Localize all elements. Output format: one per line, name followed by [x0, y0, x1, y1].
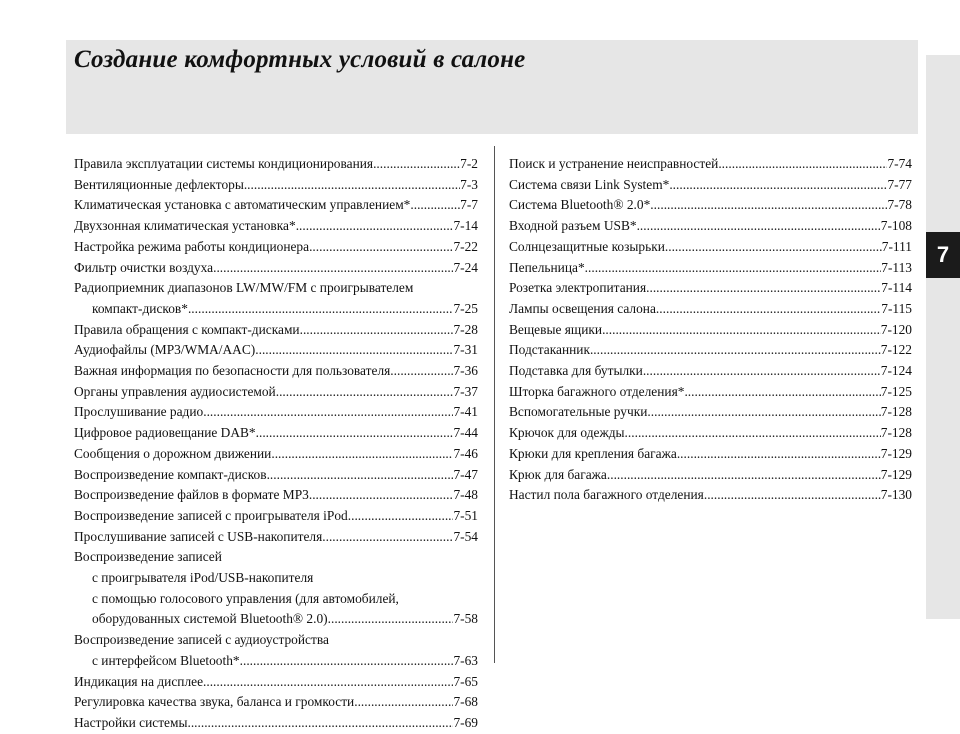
toc-leader-dots — [704, 485, 881, 506]
toc-entry[interactable] — [509, 382, 912, 403]
toc-entry[interactable] — [74, 692, 478, 713]
toc-page-number: 7-108 — [880, 218, 912, 234]
toc-entry-title: Вещевые ящики — [509, 321, 603, 337]
toc-entry-title: Сообщения о дорожном движении — [74, 445, 272, 461]
toc-entry-title: Индикация на дисплее — [74, 673, 204, 689]
toc-page-number: 7-77 — [887, 176, 912, 192]
toc-entry[interactable] — [509, 154, 912, 175]
toc-entry-title: Вспомогательные ручки — [509, 404, 648, 420]
toc-leader-dots — [607, 465, 881, 486]
toc-entry-line: с проигрывателя iPod/USB-накопителя — [92, 570, 314, 586]
toc-entry[interactable] — [509, 402, 912, 423]
toc-entry[interactable] — [74, 527, 478, 548]
toc-entry-line: с помощью голосового управления (для автомобилей, — [92, 590, 399, 606]
toc-page-number: 7-22 — [453, 238, 478, 254]
toc-entry[interactable] — [509, 423, 912, 444]
toc-entry-title: Климатическая установка с автоматическим управлением* — [74, 197, 411, 213]
toc-entry[interactable] — [509, 361, 912, 382]
toc-leader-dots — [240, 651, 454, 672]
toc-page-number: 7-41 — [453, 404, 478, 420]
toc-entry-title: Двухзонная климатическая установка* — [74, 218, 296, 234]
toc-entry-title: Солнцезащитные козырьки — [509, 238, 665, 254]
toc-entry[interactable] — [74, 713, 478, 734]
toc-page-number: 7-129 — [880, 445, 912, 461]
toc-entry[interactable] — [509, 299, 912, 320]
toc-entry[interactable] — [509, 258, 912, 279]
toc-entry-title: Настил пола багажного отделения — [509, 487, 704, 503]
toc-leader-dots — [213, 258, 453, 279]
toc-page-number: 7-47 — [453, 466, 478, 482]
toc-entry-title: Важная информация по безопасности для пользователя — [74, 363, 391, 379]
section-title: Создание комфортных условий в салоне — [74, 46, 526, 73]
toc-leader-dots — [669, 175, 887, 196]
toc-entry[interactable] — [509, 195, 912, 216]
toc-leader-dots — [410, 195, 460, 216]
toc-entry[interactable] — [509, 216, 912, 237]
toc-leader-dots — [684, 382, 880, 403]
toc-leader-dots — [373, 154, 460, 175]
toc-page-number: 7-46 — [453, 445, 478, 461]
toc-leader-dots — [188, 299, 454, 320]
toc-page-number: 7-51 — [453, 507, 478, 523]
toc-page-number: 7-54 — [453, 528, 478, 544]
toc-page-number: 7-48 — [453, 487, 478, 503]
toc-page-number: 7-44 — [453, 425, 478, 441]
toc-entry[interactable] — [509, 465, 912, 486]
toc-entry-title: с интерфейсом Bluetooth* — [92, 652, 240, 668]
toc-page-number: 7-24 — [453, 259, 478, 275]
toc-leader-dots — [322, 527, 453, 548]
toc-page-number: 7-122 — [880, 342, 912, 358]
toc-leader-dots — [354, 692, 453, 713]
toc-leader-dots — [677, 444, 881, 465]
toc-entry-title: Правила обращения с компакт-дисками — [74, 321, 300, 337]
toc-entry[interactable] — [74, 340, 478, 361]
toc-page-number: 7-7 — [460, 197, 478, 213]
toc-entry-title: Система Bluetooth® 2.0* — [509, 197, 651, 213]
toc-entry[interactable] — [74, 278, 478, 319]
toc-entry-line: Радиоприемник диапазонов LW/MW/FM с проигрывателем — [74, 280, 414, 296]
toc-entry[interactable] — [74, 630, 478, 671]
toc-leader-dots — [590, 340, 881, 361]
toc-page-number: 7-111 — [881, 238, 912, 254]
toc-entry-title: оборудованных системой Bluetooth® 2.0) — [92, 611, 328, 627]
toc-entry[interactable] — [74, 672, 478, 693]
toc-page-number: 7-36 — [453, 363, 478, 379]
toc-page-number: 7-28 — [453, 321, 478, 337]
toc-entry-title: Прослушивание записей с USB-накопителя — [74, 528, 323, 544]
toc-entry-title: компакт-дисков* — [92, 300, 188, 316]
toc-entry[interactable] — [509, 278, 912, 299]
toc-page-number: 7-3 — [460, 176, 478, 192]
toc-entry[interactable] — [509, 444, 912, 465]
toc-entry[interactable] — [74, 216, 478, 237]
toc-entry-title: Прослушивание радио — [74, 404, 204, 420]
toc-entry[interactable] — [74, 320, 478, 341]
toc-leader-dots — [203, 402, 453, 423]
toc-leader-dots — [296, 216, 454, 237]
toc-leader-dots — [267, 465, 454, 486]
chapter-tab[interactable] — [926, 232, 960, 278]
toc-entry-title: Крючок для одежды — [509, 425, 625, 441]
toc-entry-line: Воспроизведение записей — [74, 549, 222, 565]
toc-entry-title: Вентиляционные дефлекторы — [74, 176, 244, 192]
toc-leader-dots — [390, 361, 453, 382]
toc-entry-title: Фильтр очистки воздуха — [74, 259, 214, 275]
toc-entry[interactable] — [74, 361, 478, 382]
toc-leader-dots — [348, 506, 454, 527]
toc-entry-title: Воспроизведение файлов в формате MP3 — [74, 487, 309, 503]
toc-entry[interactable] — [74, 444, 478, 465]
toc-leader-dots — [656, 299, 881, 320]
toc-leader-dots — [602, 320, 881, 341]
toc-entry-title: Органы управления аудиосистемой — [74, 383, 276, 399]
toc-entry-title: Пепельница* — [509, 259, 585, 275]
toc-entry-title: Шторка багажного отделения* — [509, 383, 685, 399]
toc-entry[interactable] — [74, 175, 478, 196]
toc-page-number: 7-78 — [887, 197, 912, 213]
toc-leader-dots — [300, 320, 454, 341]
toc-entry[interactable] — [509, 237, 912, 258]
toc-entry[interactable] — [509, 175, 912, 196]
toc-page-number: 7-115 — [881, 300, 912, 316]
toc-page-number: 7-31 — [453, 342, 478, 358]
toc-entry-title: Цифровое радиовещание DAB* — [74, 425, 256, 441]
toc-page-number: 7-120 — [880, 321, 912, 337]
toc-page-number: 7-63 — [453, 652, 478, 668]
toc-page-number: 7-69 — [453, 714, 478, 730]
toc-entry-title: Крюки для крепления багажа — [509, 445, 677, 461]
toc-leader-dots — [328, 609, 454, 630]
toc-leader-dots — [276, 382, 454, 403]
toc-leader-dots — [625, 423, 881, 444]
toc-left-column — [74, 154, 478, 734]
toc-entry-title: Крюк для багажа — [509, 466, 607, 482]
toc-leader-dots — [244, 175, 460, 196]
toc-entry-line: Воспроизведение записей с аудиоустройства — [74, 632, 329, 648]
toc-leader-dots — [647, 402, 880, 423]
toc-leader-dots — [646, 278, 881, 299]
toc-entry[interactable] — [74, 154, 478, 175]
toc-entry[interactable] — [74, 423, 478, 444]
toc-page-number: 7-58 — [453, 611, 478, 627]
toc-page-number: 7-128 — [880, 404, 912, 420]
toc-leader-dots — [309, 237, 453, 258]
toc-page-number: 7-130 — [880, 487, 912, 503]
toc-entry-title: Воспроизведение записей с проигрывателя iPod — [74, 507, 348, 523]
toc-entry-title: Воспроизведение компакт-дисков — [74, 466, 267, 482]
toc-leader-dots — [650, 195, 887, 216]
toc-entry[interactable] — [74, 237, 478, 258]
toc-leader-dots — [585, 258, 882, 279]
toc-entry[interactable] — [74, 547, 478, 630]
toc-entry-title: Розетка электропитания — [509, 280, 647, 296]
toc-leader-dots — [271, 444, 453, 465]
toc-page-number: 7-65 — [453, 673, 478, 689]
toc-leader-dots — [665, 237, 882, 258]
toc-entry[interactable] — [74, 506, 478, 527]
toc-page-number: 7-14 — [453, 218, 478, 234]
toc-entry-title: Лампы освещения салона — [509, 300, 656, 316]
toc-entry-title: Настройка режима работы кондиционера — [74, 238, 310, 254]
toc-page-number: 7-2 — [460, 156, 478, 171]
toc-leader-dots — [256, 423, 454, 444]
toc-page-number: 7-74 — [887, 156, 912, 171]
toc-leader-dots — [637, 216, 881, 237]
toc-entry[interactable] — [74, 258, 478, 279]
toc-entry[interactable] — [509, 485, 912, 506]
toc-entry-title: Система связи Link System* — [509, 176, 670, 192]
toc-entry[interactable] — [74, 465, 478, 486]
toc-leader-dots — [203, 672, 453, 693]
toc-leader-dots — [718, 154, 887, 175]
toc-page-number: 7-128 — [880, 425, 912, 441]
toc-entry-title: Поиск и устранение неисправностей — [509, 156, 719, 171]
toc-entry-title: Входной разъем USB* — [509, 218, 637, 234]
toc-page-number: 7-113 — [881, 259, 912, 275]
toc-entry-title: Подстаканник — [509, 342, 590, 358]
toc-page-number: 7-114 — [881, 280, 912, 296]
toc-entry-title: Аудиофайлы (MP3/WMA/AAC) — [74, 342, 256, 358]
toc-leader-dots — [255, 340, 453, 361]
toc-entry[interactable] — [509, 340, 912, 361]
chapter-number: 7 — [936, 242, 950, 267]
toc-page-number: 7-25 — [453, 300, 478, 316]
toc-leader-dots — [187, 713, 453, 734]
toc-entry[interactable] — [74, 382, 478, 403]
toc-entry-title: Правила эксплуатации системы кондиционирования — [74, 156, 374, 171]
section-header — [66, 40, 918, 134]
toc-entry[interactable] — [74, 195, 478, 216]
chapter-side-strip — [926, 55, 960, 619]
toc-leader-dots — [643, 361, 881, 382]
toc-page-number: 7-68 — [453, 694, 478, 710]
toc-entry-title: Регулировка качества звука, баланса и громкости — [74, 694, 355, 710]
toc-right-column — [509, 154, 912, 506]
toc-entry[interactable] — [74, 485, 478, 506]
column-divider — [494, 146, 495, 663]
toc-page-number: 7-124 — [880, 363, 912, 379]
toc-entry-title: Подставка для бутылки — [509, 363, 643, 379]
toc-page-number: 7-37 — [453, 383, 478, 399]
toc-leader-dots — [309, 485, 454, 506]
toc-page-number: 7-129 — [880, 466, 912, 482]
toc-entry[interactable] — [509, 320, 912, 341]
toc-entry[interactable] — [74, 402, 478, 423]
toc-page-number: 7-125 — [880, 383, 912, 399]
toc-entry-title: Настройки системы — [74, 714, 188, 730]
